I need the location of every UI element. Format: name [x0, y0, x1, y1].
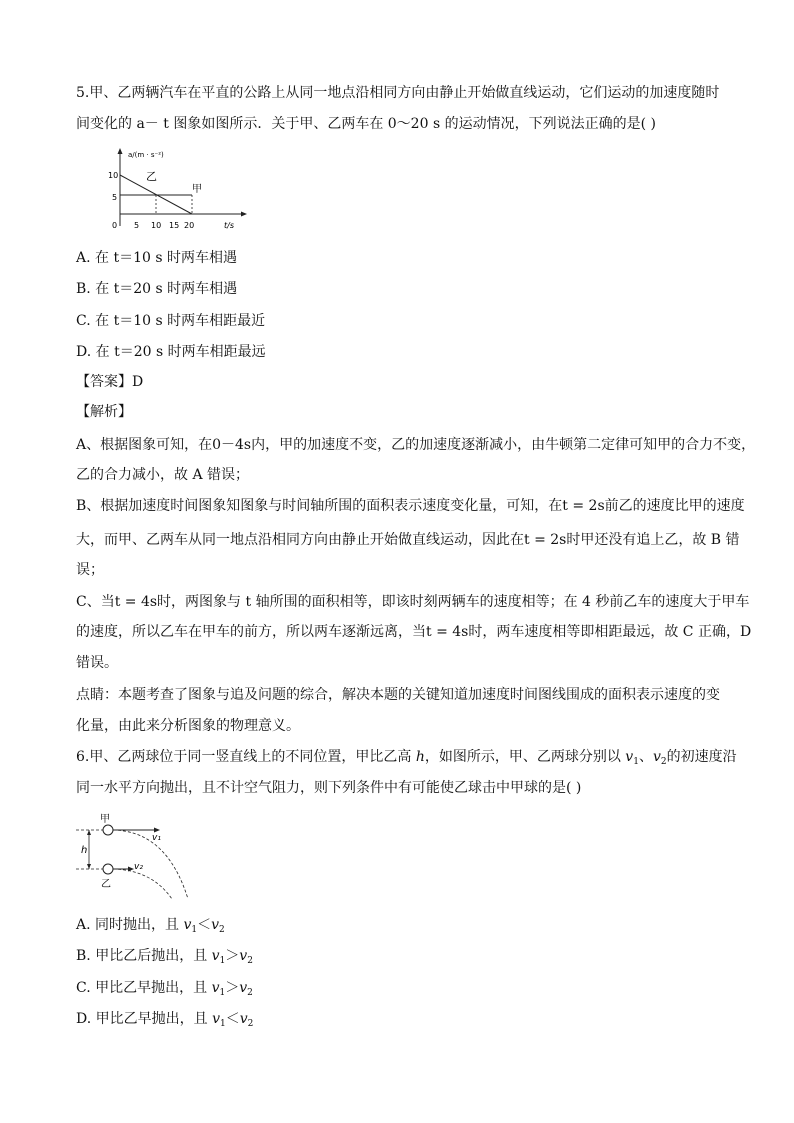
- q5-analysis-line: 大，而甲、乙两车从同一地点沿相同方向由静止开始做直线运动，因此在t = 2s时甲还没有追上乙，故 B 错: [76, 532, 740, 548]
- ball-jia: [103, 825, 113, 835]
- ball-yi: [103, 864, 113, 874]
- y-tick-5: 5: [112, 193, 118, 202]
- q6-stem-line-2: 同一水平方向抛出，且不计空气阻力，则下列条件中有可能使乙球击中甲球的是( ): [76, 780, 582, 796]
- y-axis-arrow: [118, 148, 123, 154]
- x-axis-label: t/s: [224, 221, 234, 230]
- x-tick-20: 20: [184, 221, 195, 230]
- q6-projectile-figure: [72, 811, 197, 903]
- q5-stem-line-1: 5.甲、乙两辆汽车在平直的公路上从同一地点沿相同方向由静止开始做直线运动，它们运动的加速度随时: [76, 85, 720, 101]
- label-v2: v₂: [134, 862, 143, 872]
- q6-option-a: A. 同时抛出，且 $v_1<v_2$: [76, 917, 225, 935]
- q5-analysis-line: A、根据图象可知，在0－4s内，甲的加速度不变，乙的加速度逐渐减小，由牛顿第二定律可知甲的合力不变，: [76, 437, 756, 453]
- q5-answer: 【答案】D: [76, 374, 144, 390]
- q6-option-d: D. 甲比乙早抛出，且 $v_1<v_2$: [76, 1011, 254, 1029]
- q5-analysis-line: 误；: [76, 562, 104, 578]
- q5-analysis-title: 【解析】: [76, 404, 132, 420]
- q6-option-c: C. 甲比乙早抛出，且 $v_1>v_2$: [76, 980, 253, 998]
- q5-analysis-line: 的速度，所以乙车在甲车的前方，所以两车逐渐远离，当t = 4s时，两车速度相等即相距最远，故 C 正确，D: [76, 624, 752, 640]
- label-yi: 乙: [146, 170, 157, 183]
- y-axis-label: a/(m · s⁻²): [128, 151, 164, 159]
- q5-analysis-line: 点睛：本题考查了图象与追及问题的综合，解决本题的关键知道加速度时间图线围成的面积表示速度的变: [76, 687, 720, 703]
- x-tick-15: 15: [169, 221, 180, 230]
- x-tick-5: 5: [134, 221, 140, 230]
- label-jia: 甲: [192, 184, 202, 195]
- label-h: h: [81, 845, 88, 856]
- q5-option-d: D. 在 t＝20 s 时两车相距最远: [76, 344, 266, 360]
- q5-analysis-line: 化量，由此来分析图象的物理意义。: [76, 718, 300, 734]
- q6-stem-line-1: 6.甲、乙两球位于同一竖直线上的不同位置，甲比乙高 h，如图所示，甲、乙两球分别以 $v_1$、$v_2$的初速度沿: [76, 749, 737, 767]
- x-tick-0: 0: [112, 221, 118, 230]
- label-yi: 乙: [101, 879, 111, 890]
- label-v1: v₁: [152, 833, 161, 843]
- trajectory-jia: [113, 830, 188, 899]
- label-jia: 甲: [100, 814, 110, 825]
- height-marker-arrow-top: [87, 830, 91, 835]
- q5-analysis-line: C、当t = 4s时，两图象与 t 轴所围的面积相等，即该时刻两辆车的速度相等；在 4 秒前乙车的速度大于甲车: [76, 594, 750, 610]
- q5-analysis-line: 错误。: [76, 655, 118, 671]
- q5-analysis-line: 乙的合力减小，故 A 错误；: [76, 467, 250, 483]
- x-tick-10: 10: [151, 221, 162, 230]
- height-marker-arrow-bottom: [87, 864, 91, 869]
- q5-option-b: B. 在 t＝20 s 时两车相遇: [76, 281, 238, 297]
- q5-option-c: C. 在 t＝10 s 时两车相距最近: [76, 313, 266, 329]
- q5-analysis-line: B、根据加速度时间图象知图象与时间轴所围的面积表示速度变化量，可知，在t = 2s前乙的速度比甲的速度: [76, 498, 745, 514]
- x-axis-arrow: [241, 212, 247, 217]
- y-tick-10: 10: [108, 171, 119, 180]
- q5-stem-line-2: 间变化的 a－ t 图象如图所示．关于甲、乙两车在 0～20 s 的运动情况，下列说法正确的是( ): [76, 116, 656, 132]
- trajectory-yi: [113, 869, 172, 899]
- q5-option-a: A. 在 t＝10 s 时两车相遇: [76, 250, 237, 266]
- q6-option-b: B. 甲比乙后抛出，且 $v_1>v_2$: [76, 948, 253, 966]
- q5-acceleration-time-graph: [100, 146, 260, 232]
- arrow-v1-head: [154, 828, 160, 833]
